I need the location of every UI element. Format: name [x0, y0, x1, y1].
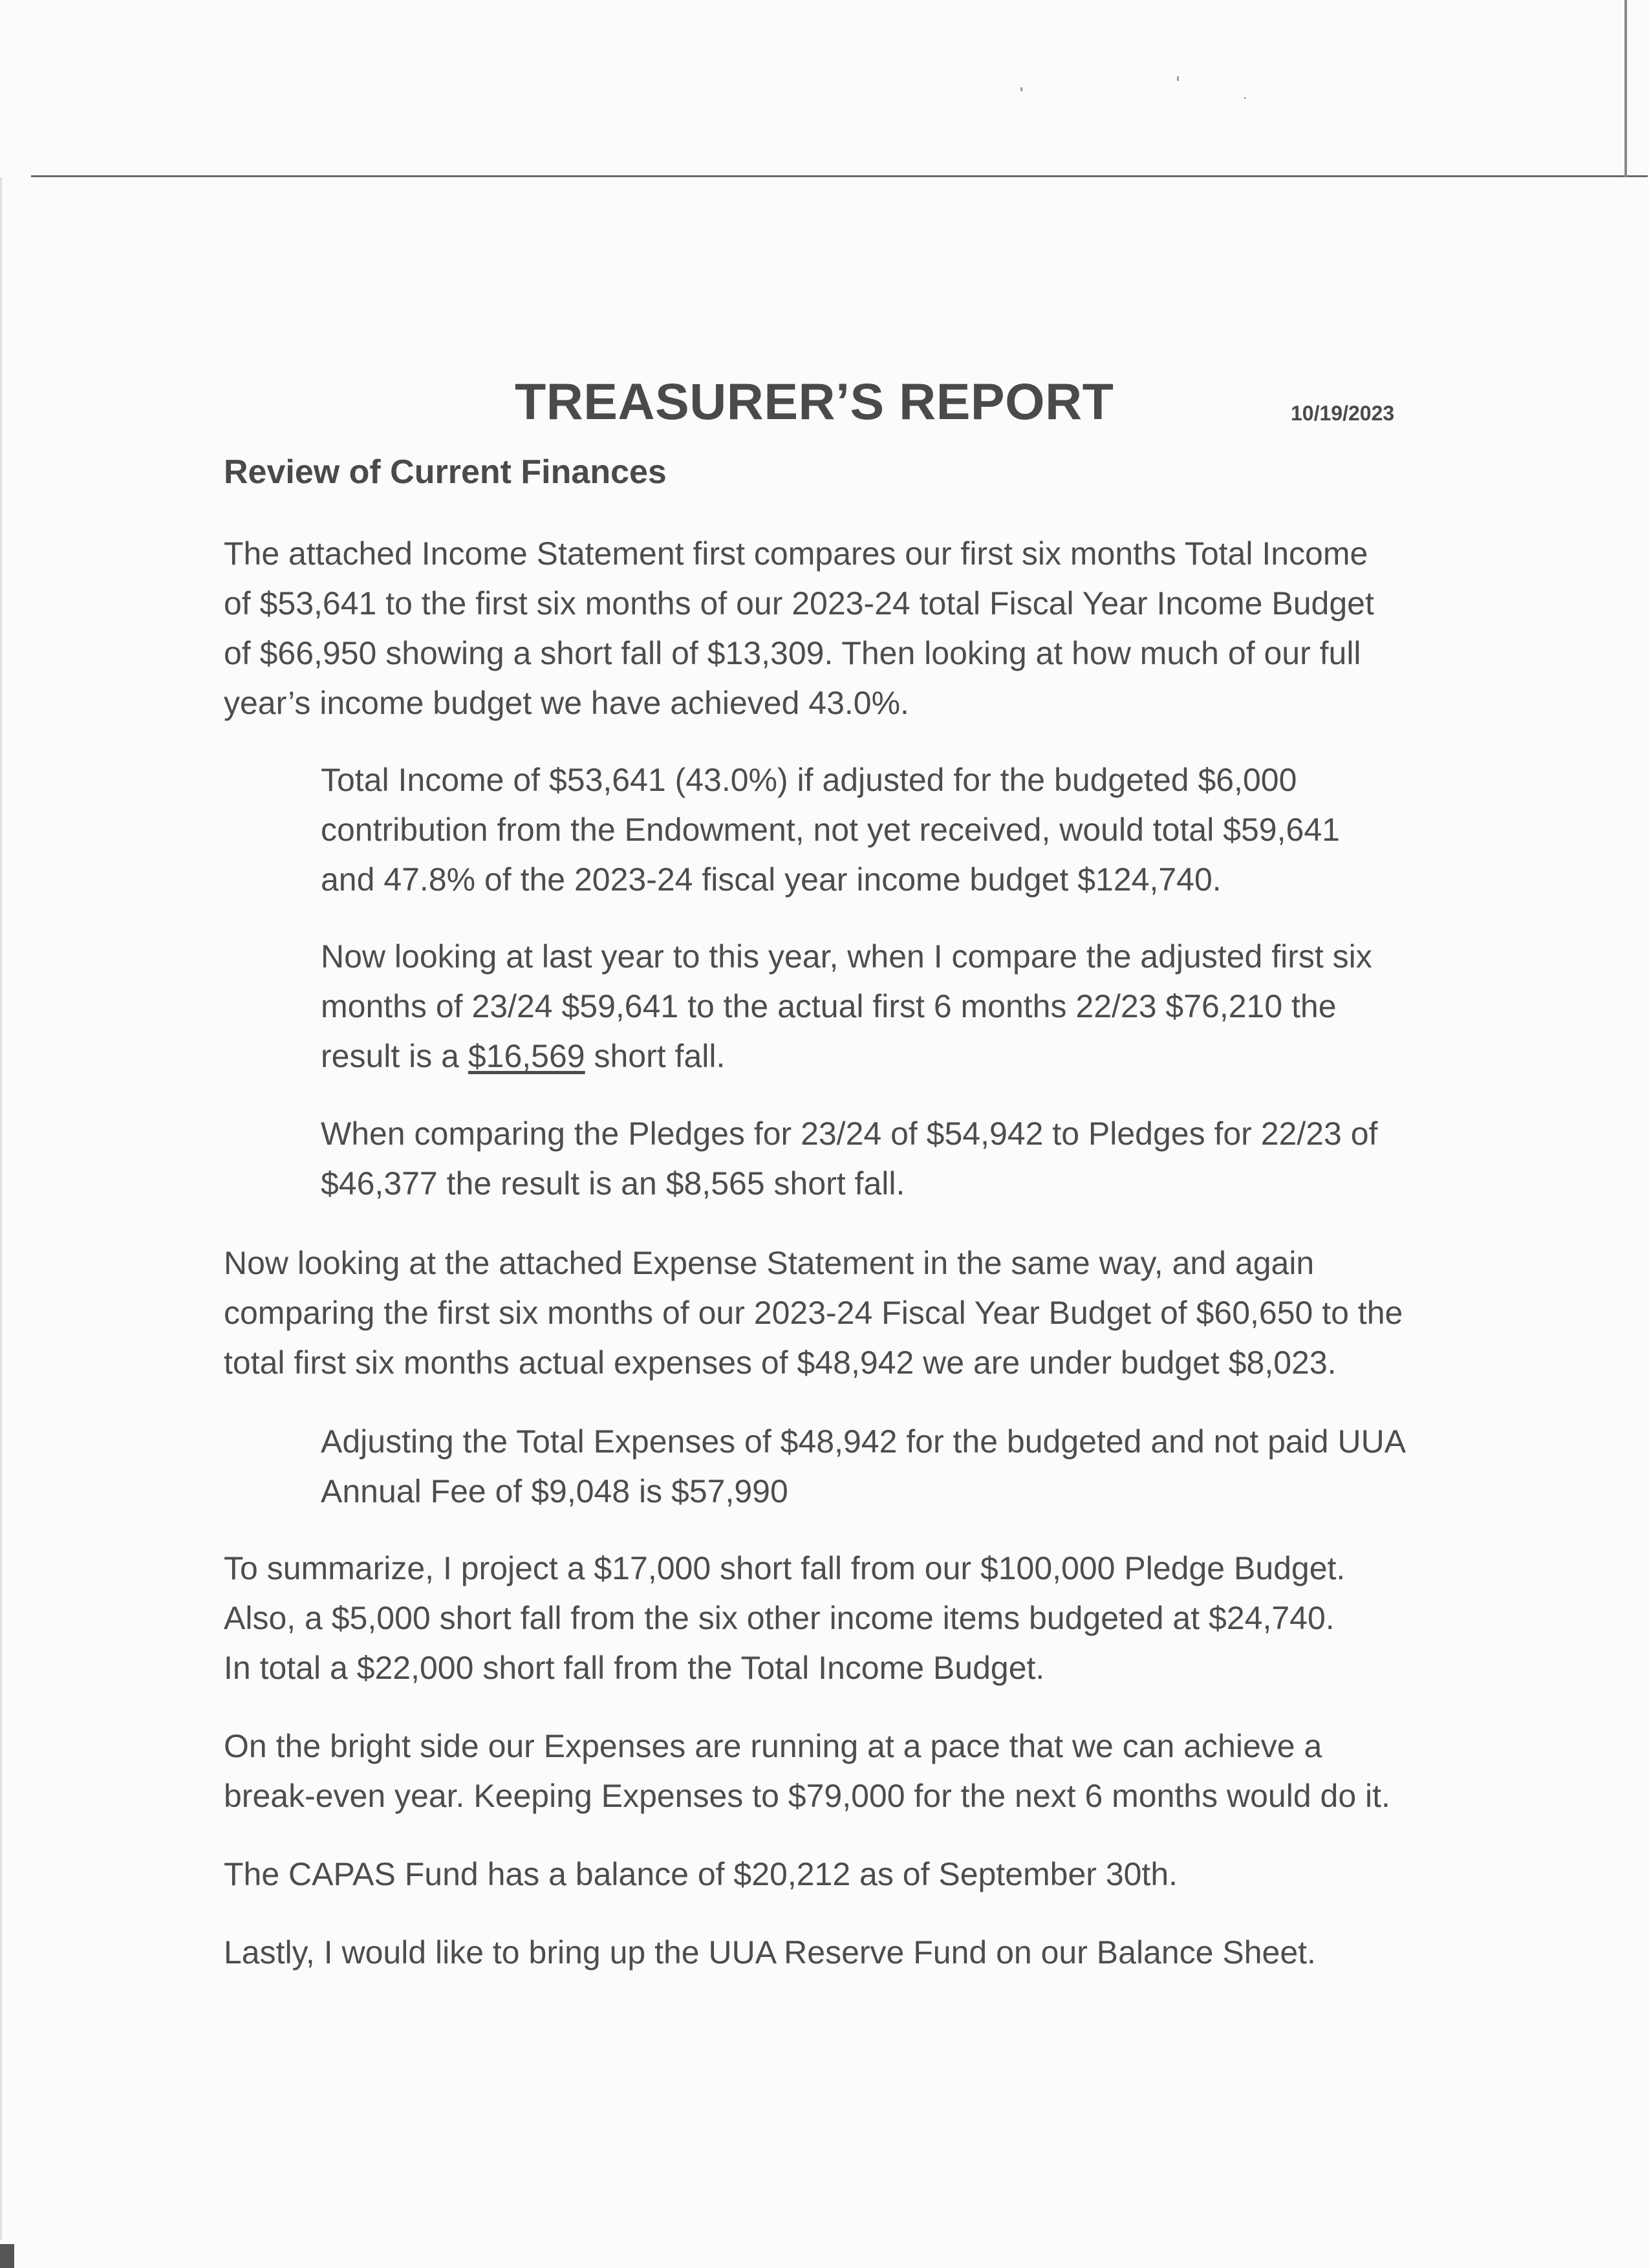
text-line: months of 23/24 $59,641 to the actual first 6 months 22/23 $76,210 the [321, 988, 1337, 1024]
section-heading: Review of Current Finances [224, 453, 667, 491]
text-line: of $53,641 to the first six months of our 2023-24 total Fiscal Year Income Budget [224, 585, 1374, 621]
text-line: Total Income of $53,641 (43.0%) if adjusted for the budgeted $6,000 [321, 762, 1297, 798]
text-line: Now looking at the attached Expense Statement in the same way, and again [224, 1245, 1315, 1281]
text-line: year’s income budget we have achieved 43.0%. [224, 685, 909, 721]
paragraph-reserve-fund [224, 1928, 1316, 1978]
underlined-amount: $16,569 [468, 1038, 585, 1074]
text-line [321, 1031, 1372, 1081]
text-line: of $66,950 showing a short fall of $13,309. Then looking at how much of our full [224, 635, 1361, 671]
text-line: In total a $22,000 short fall from the Total Income Budget. [224, 1650, 1045, 1686]
scan-corner-mark [0, 2244, 14, 2268]
paragraph-capas-fund [224, 1850, 1178, 1899]
text-line: $46,377 the result is an $8,565 short fall. [321, 1165, 905, 1202]
text-line: The CAPAS Fund has a balance of $20,212 as of September 30th. [224, 1856, 1178, 1892]
text-line: Lastly, I would like to bring up the UUA Reserve Fund on our Balance Sheet. [224, 1934, 1316, 1971]
paragraph-year-comparison [321, 932, 1372, 1081]
paragraph-bright-side [224, 1722, 1390, 1821]
scan-edge-mark [1624, 0, 1627, 177]
text-line: On the bright side our Expenses are running at a pace that we can achieve a [224, 1728, 1322, 1764]
text-line: Also, a $5,000 short fall from the six other income items budgeted at $24,740. [224, 1600, 1335, 1636]
scan-speck [1020, 87, 1022, 91]
paragraph-adjusted-income [321, 755, 1340, 905]
text-line: contribution from the Endowment, not yet received, would total $59,641 [321, 812, 1340, 848]
paragraph-summary [224, 1544, 1345, 1693]
text-line: Now looking at last year to this year, when I compare the adjusted first six [321, 938, 1372, 975]
paragraph-income-overview [224, 529, 1374, 728]
text-fragment: short fall. [585, 1038, 726, 1074]
text-fragment: result is a [321, 1038, 468, 1074]
scan-speck [1244, 97, 1245, 99]
text-line: The attached Income Statement first compares our first six months Total Income [224, 535, 1368, 572]
text-line: total first six months actual expenses of $48,942 we are under budget $8,023. [224, 1345, 1337, 1381]
text-line: Annual Fee of $9,048 is $57,990 [321, 1473, 788, 1509]
text-line: comparing the first six months of our 2023-24 Fiscal Year Budget of $60,650 to the [224, 1295, 1403, 1331]
text-line: break-even year. Keeping Expenses to $79,000 for the next 6 months would do it. [224, 1778, 1390, 1814]
text-line: To summarize, I project a $17,000 short fall from our $100,000 Pledge Budget. [224, 1550, 1346, 1586]
report-title: TREASURER’S REPORT [515, 373, 1114, 430]
paragraph-adjusted-expenses [321, 1417, 1406, 1517]
text-line: Adjusting the Total Expenses of $48,942 for the budgeted and not paid UUA [321, 1423, 1406, 1460]
paragraph-expense-overview [224, 1238, 1403, 1388]
report-date: 10/19/2023 [1291, 402, 1395, 425]
paragraph-pledges-comparison [321, 1109, 1377, 1209]
text-line: and 47.8% of the 2023-24 fiscal year income budget $124,740. [321, 861, 1222, 898]
text-line: When comparing the Pledges for 23/24 of $54,942 to Pledges for 22/23 of [321, 1116, 1378, 1152]
scan-speck [1177, 76, 1179, 81]
scan-header-rule [31, 175, 1648, 177]
scan-left-edge [0, 177, 2, 2240]
